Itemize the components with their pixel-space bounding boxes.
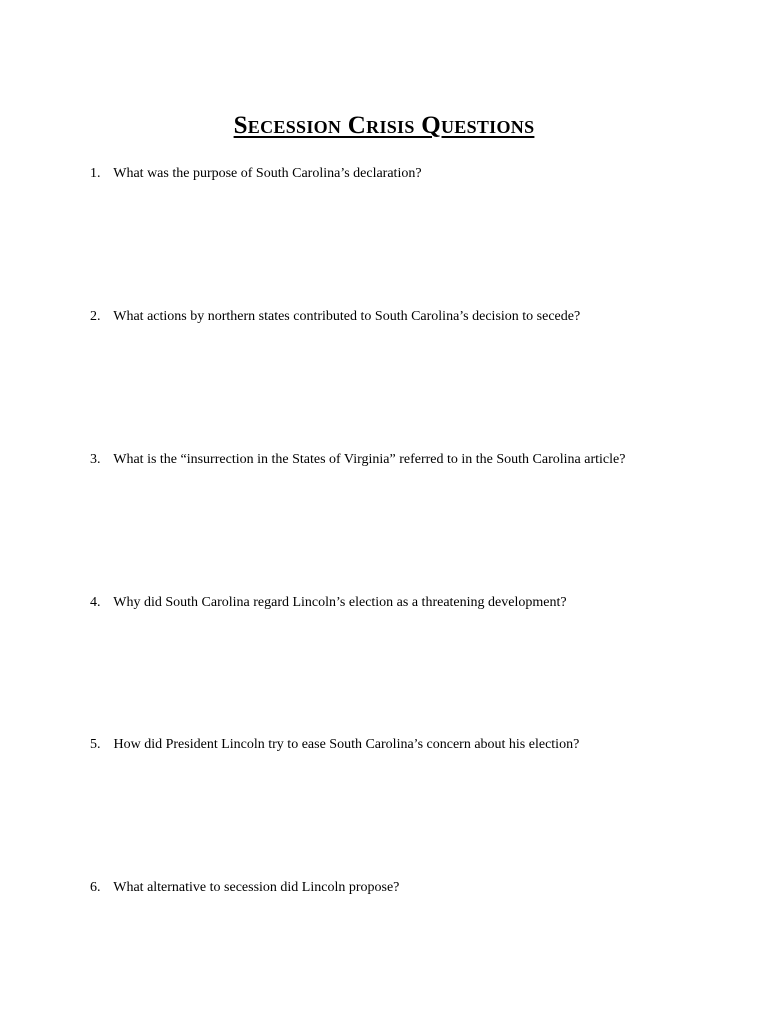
question-text: What was the purpose of South Carolina’s declaration?	[113, 166, 422, 181]
question-text: How did President Lincoln try to ease South Carolina’s concern about his election?	[113, 737, 580, 752]
question-text: What alternative to secession did Lincoln propose?	[113, 880, 400, 895]
page-title-text: Secession Crisis Questions	[233, 112, 535, 139]
question-number: 4.	[90, 595, 101, 610]
question-4	[90, 594, 710, 612]
question-6	[90, 879, 710, 897]
question-text: What is the “insurrection in the States of Virginia” referred to in the South Carolina article?	[113, 452, 626, 467]
question-number: 3.	[90, 452, 101, 467]
page-title	[0, 112, 768, 140]
question-text: Why did South Carolina regard Lincoln’s election as a threatening development?	[113, 595, 567, 610]
question-1	[90, 165, 710, 183]
question-number: 6.	[90, 880, 101, 895]
question-5	[90, 736, 710, 754]
question-number: 5.	[90, 737, 101, 752]
question-text: What actions by northern states contributed to South Carolina’s decision to secede?	[113, 309, 581, 324]
question-3	[90, 451, 710, 469]
question-number: 1.	[90, 166, 101, 181]
question-number: 2.	[90, 309, 101, 324]
question-2	[90, 308, 710, 326]
